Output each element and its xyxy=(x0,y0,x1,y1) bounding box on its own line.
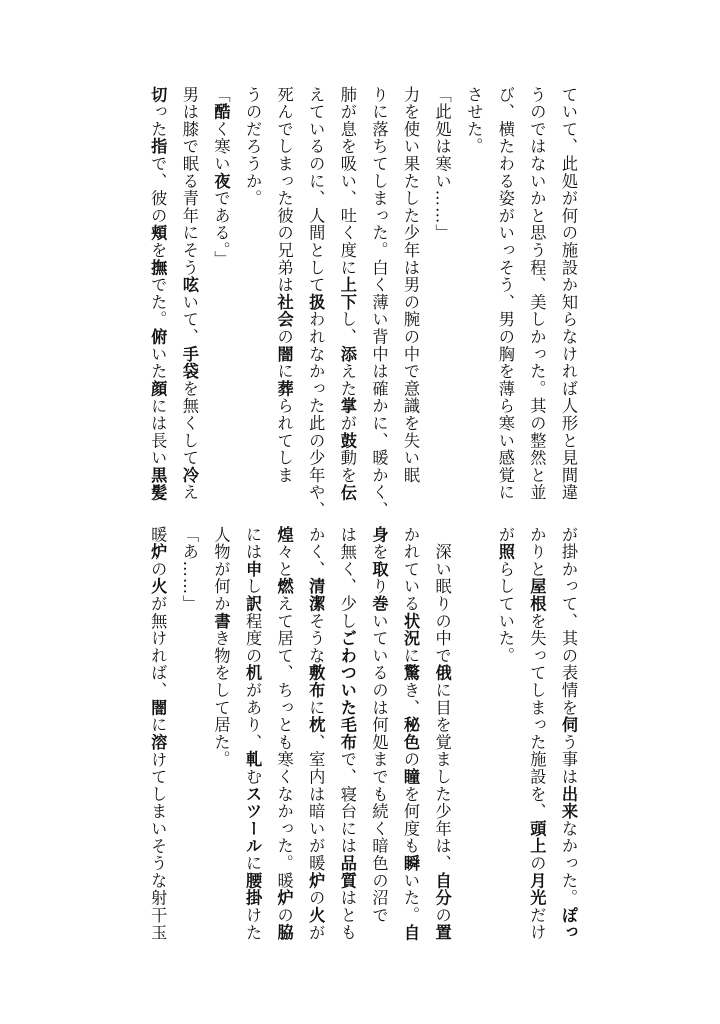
text-line xyxy=(426,86,458,506)
text-segment: には長い xyxy=(148,397,168,467)
bold-text-segment: 俯 xyxy=(148,328,168,346)
text-segment: けてしまいそうな射干玉 xyxy=(148,751,168,942)
text-line xyxy=(205,526,237,946)
text-segment: が xyxy=(495,526,515,544)
text-line xyxy=(489,526,521,946)
bold-text-segment: 掌 xyxy=(337,397,357,415)
bold-text-segment: 燃 xyxy=(274,577,294,596)
bold-text-segment: 指 xyxy=(148,137,168,156)
text-line xyxy=(236,86,268,506)
bold-text-segment: 撫 xyxy=(148,259,168,277)
text-segment: を何度も xyxy=(401,785,421,855)
text-segment: が xyxy=(337,414,357,433)
text-segment: を失ってしまった施設を、 xyxy=(527,612,547,821)
bold-text-segment: 書 xyxy=(211,612,231,630)
bold-text-segment: 酷 xyxy=(211,103,231,121)
bold-text-segment: 屋根 xyxy=(527,577,547,613)
bold-text-segment: 伺 xyxy=(559,716,578,734)
bold-text-segment: 枕 xyxy=(306,716,326,734)
bold-text-segment: 自分 xyxy=(432,872,452,907)
bold-text-segment: 闇 xyxy=(148,699,168,717)
text-segment: え xyxy=(179,483,199,502)
text-segment: られてしま xyxy=(274,397,294,484)
bold-text-segment: 伝 xyxy=(337,484,357,502)
bold-text-segment: 炉 xyxy=(306,872,326,890)
text-segment: に xyxy=(243,854,263,873)
bold-text-segment: 冷 xyxy=(179,466,199,484)
text-line xyxy=(142,86,174,506)
text-segment: の xyxy=(401,750,421,769)
bold-text-segment: 瞬 xyxy=(401,854,421,873)
text-line xyxy=(236,526,268,946)
text-line xyxy=(552,86,584,506)
bold-text-segment: 葬 xyxy=(274,380,294,398)
bold-text-segment: 照 xyxy=(495,543,515,561)
bold-text-segment: 火 xyxy=(306,906,326,924)
text-line xyxy=(268,526,300,946)
bold-text-segment: 敷布 xyxy=(306,664,326,700)
text-line xyxy=(300,526,332,946)
text-segment: し、 xyxy=(337,310,357,346)
text-segment: む xyxy=(243,768,263,786)
bold-text-segment: 闇 xyxy=(274,345,294,363)
text-segment: えた xyxy=(337,362,357,398)
bold-text-segment: 出来 xyxy=(559,785,578,821)
bold-text-segment: 机 xyxy=(243,664,263,682)
bold-text-segment: 夜 xyxy=(211,172,231,190)
text-line xyxy=(521,86,553,506)
text-segment: う事は xyxy=(559,733,578,786)
bold-text-segment: 取 xyxy=(369,560,389,578)
text-segment: いているのは何処までも続く暗色の沼で xyxy=(369,612,389,924)
bold-text-segment: 申 xyxy=(243,560,263,578)
text-line xyxy=(458,86,490,506)
text-segment: で、寝台には xyxy=(337,750,357,855)
text-segment: うのではないかと思う程、美しかった。其の整然と並 xyxy=(527,86,547,502)
bold-text-segment: 頬 xyxy=(148,224,168,242)
text-segment: く寒い xyxy=(211,120,231,173)
bold-text-segment: 巻 xyxy=(369,595,389,613)
text-segment: だけ xyxy=(527,906,547,942)
text-segment: き、 xyxy=(401,681,421,717)
text-segment: で、彼の xyxy=(148,155,168,225)
text-segment: りに落ちてしまった。白く薄い背中は確かに、暖かく、 xyxy=(369,86,389,519)
text-block-bottom xyxy=(114,526,584,946)
bold-text-segment: 添 xyxy=(337,345,357,363)
text-line xyxy=(458,526,490,946)
text-segment: に xyxy=(306,699,326,717)
bold-text-segment: 扱 xyxy=(306,293,326,311)
text-line xyxy=(173,526,205,946)
text-segment: に xyxy=(148,716,168,734)
bold-text-segment: 驚 xyxy=(401,664,421,682)
text-segment: が掛かって、其の表情を xyxy=(559,526,578,717)
text-segment: いた。 xyxy=(401,872,421,924)
text-segment: である。」 xyxy=(211,189,231,269)
bold-text-segment: 瞳 xyxy=(401,768,421,786)
text-segment: させた。 xyxy=(464,86,484,156)
text-line xyxy=(268,86,300,506)
bold-text-segment: 置 xyxy=(432,923,452,942)
text-segment: 程度の xyxy=(243,612,263,665)
text-segment: 死んでしまった彼の兄弟は xyxy=(274,86,294,294)
text-segment: 男は膝で眠る青年にそう xyxy=(179,86,199,277)
text-line xyxy=(173,86,205,506)
bold-text-segment: 煌 xyxy=(274,526,294,544)
bold-text-segment: 切 xyxy=(148,86,168,104)
text-segment: 「此処は寒い……」 xyxy=(432,86,452,242)
text-segment: を無くして xyxy=(179,380,199,467)
text-segment: が xyxy=(306,924,326,942)
text-segment: は無く、少し xyxy=(337,526,357,630)
text-segment: が無ければ、 xyxy=(148,595,168,700)
text-segment: でた。 xyxy=(148,276,168,329)
bold-text-segment: ぽっ xyxy=(559,906,578,942)
text-line xyxy=(426,526,458,946)
bold-text-segment: 火 xyxy=(148,577,168,596)
bold-text-segment: 清潔 xyxy=(306,577,326,613)
text-segment: に目を覚ました少年は、 xyxy=(432,681,452,873)
text-line xyxy=(300,86,332,519)
text-segment: 暖 xyxy=(148,526,168,544)
text-line xyxy=(363,86,395,519)
text-segment: り xyxy=(369,577,389,596)
bold-text-segment: 頭上 xyxy=(527,820,547,855)
bold-text-segment: 炉 xyxy=(274,889,294,907)
bold-text-segment: 腰掛 xyxy=(243,872,263,907)
bold-text-segment: 状況 xyxy=(401,612,421,648)
text-segment: 力を使い果たした少年は男の腕の中で意識を失い眠 xyxy=(401,86,421,484)
text-line xyxy=(394,86,426,506)
bold-text-segment: 月光 xyxy=(527,872,547,907)
text-segment: われなかった此の少年や、 xyxy=(306,310,326,519)
text-segment: かれている xyxy=(401,526,421,613)
text-block-top xyxy=(114,86,584,519)
bold-text-segment: 品質 xyxy=(337,854,357,890)
text-segment: らしていた。 xyxy=(495,560,515,665)
text-segment: うのだろうか。 xyxy=(243,86,263,208)
text-line xyxy=(205,86,237,506)
text-segment: はとも xyxy=(337,889,357,942)
text-segment: の xyxy=(432,906,452,924)
bold-text-segment: 顔 xyxy=(148,380,168,398)
bold-text-segment: 俄 xyxy=(432,664,452,682)
text-line xyxy=(331,526,363,946)
text-segment: を xyxy=(148,241,168,260)
text-line xyxy=(142,526,174,946)
bold-text-segment: 秘色 xyxy=(401,716,421,751)
text-segment: 々と xyxy=(274,543,294,578)
bold-text-segment: 上下 xyxy=(337,276,357,311)
bold-text-segment: 脇 xyxy=(274,923,294,942)
text-segment: 「 xyxy=(211,86,231,104)
bold-text-segment: 軋 xyxy=(243,750,263,769)
text-line xyxy=(394,526,426,946)
text-segment: ていて、此処が何の施設か知らなければ人形と見間違 xyxy=(559,86,578,502)
text-line xyxy=(363,526,395,946)
bold-text-segment: 鼓 xyxy=(337,432,357,450)
bold-text-segment: 手袋 xyxy=(179,345,199,381)
text-line xyxy=(552,526,584,946)
text-segment: があり、 xyxy=(243,681,263,751)
bold-text-segment: 黒髪 xyxy=(148,466,168,502)
text-segment: の xyxy=(148,560,168,578)
bold-text-segment: 自 xyxy=(401,924,421,942)
text-segment: の xyxy=(274,906,294,924)
text-segment: び、横たわる姿がいっそう、男の胸を薄ら寒い感覚に xyxy=(495,86,515,502)
text-segment: けた xyxy=(243,906,263,942)
bold-text-segment: ごわついた毛布 xyxy=(337,629,357,751)
text-segment: には xyxy=(243,526,263,561)
bold-text-segment: 身 xyxy=(369,526,389,544)
bold-text-segment: 呟 xyxy=(179,276,199,294)
text-segment: そうな xyxy=(306,612,326,665)
text-segment: なかった。 xyxy=(559,820,578,907)
text-segment: に xyxy=(401,647,421,665)
text-segment: 動を xyxy=(337,449,357,484)
text-line xyxy=(331,86,363,506)
text-line xyxy=(521,526,553,946)
text-segment: し xyxy=(243,577,263,596)
text-segment: えているのに、人間として xyxy=(306,86,326,294)
bold-text-segment: 訳 xyxy=(243,595,263,613)
text-segment: えて居て、ちっとも寒くなかった。暖 xyxy=(274,595,294,890)
text-segment: 「あ……」 xyxy=(179,526,199,613)
text-segment: かく、 xyxy=(306,526,326,578)
bold-text-segment: 炉 xyxy=(148,543,168,561)
text-segment: の xyxy=(527,854,547,873)
text-segment: の xyxy=(306,889,326,907)
text-segment: 肺が息を吸い、吐く度に xyxy=(337,86,357,277)
text-segment: った xyxy=(148,103,168,138)
text-segment: の xyxy=(274,328,294,346)
text-segment: に xyxy=(274,362,294,381)
bold-text-segment: 溶 xyxy=(148,733,168,751)
text-segment: いて、 xyxy=(179,293,199,346)
text-segment: 深い眠りの中で xyxy=(432,526,452,665)
text-segment: かりと xyxy=(527,526,547,578)
text-line xyxy=(489,86,521,506)
bold-text-segment: スツール xyxy=(243,785,263,855)
text-segment: き物をして居た。 xyxy=(211,629,231,769)
text-segment: 人物が何か xyxy=(211,526,231,613)
text-segment: いた xyxy=(148,345,168,381)
text-segment: を xyxy=(369,543,389,561)
text-segment: 、室内は暗いが暖 xyxy=(306,733,326,873)
bold-text-segment: 社会 xyxy=(274,293,294,329)
